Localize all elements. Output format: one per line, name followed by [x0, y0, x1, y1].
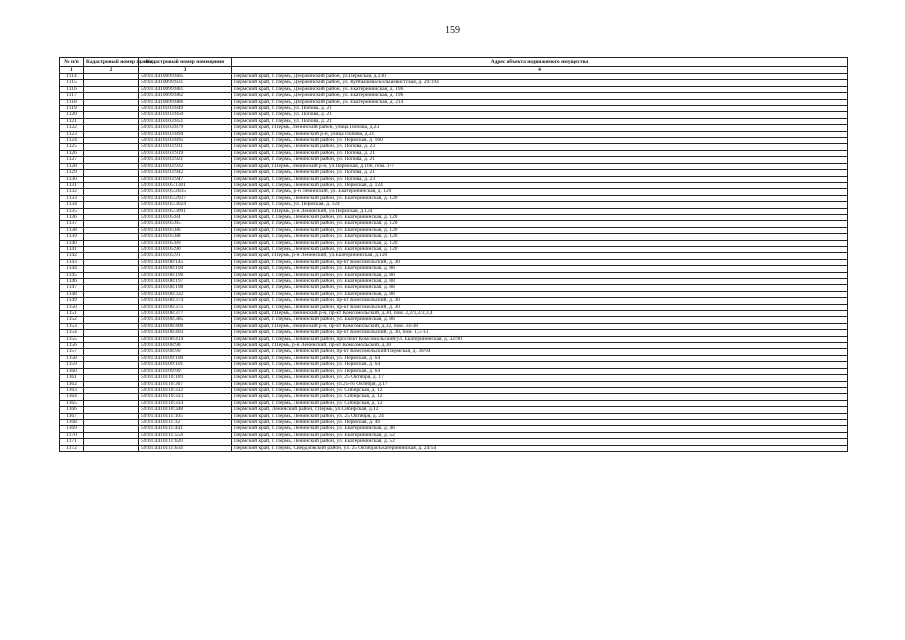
room-cadastral-cell: 59:01:4410108:198: [139, 285, 232, 291]
row-number: 1168: [60, 419, 84, 425]
address-cell: Пермский край, г. Пермь, Свердловский район, ул. 25 Октября/Екатерининская, д. 24/54: [232, 445, 848, 451]
room-cadastral-cell: 59:01:4410105:90: [139, 246, 232, 252]
address-cell: Пермский край, г. Пермь, Дзержинский район, ул. Екатерининская, д. 196: [232, 86, 848, 92]
room-cadastral-cell: 59:01:4410105:85: [139, 221, 232, 227]
room-cadastral-cell: 59:01:4410105:3024: [139, 202, 232, 208]
row-number: 1120: [60, 112, 84, 118]
row-number: 1164: [60, 394, 84, 400]
header-address: Адрес объекта недвижимого имущества: [232, 58, 848, 67]
room-cadastral-cell: 59:01:4410111:554: [139, 432, 232, 438]
row-number: 1115: [60, 80, 84, 86]
room-cadastral-cell: 59:01:4410105:3091: [139, 208, 232, 214]
room-cadastral-cell: 59:01:4410108:332: [139, 291, 232, 297]
room-cadastral-cell: 59:01:4410111:441: [139, 426, 232, 432]
room-cadastral-cell: 59:01:4410110:334: [139, 400, 232, 406]
row-number: 1148: [60, 291, 84, 297]
address-cell: Пермский край, г. Пермь, ул. Попова, д. 21: [232, 112, 848, 118]
address-cell: Пермский край, г. Пермь, Ленинский район, ул. Екатерининская, д. 88: [232, 272, 848, 278]
row-number: 1133: [60, 195, 84, 201]
room-cadastral-cell: 59:01:4410105:86: [139, 227, 232, 233]
room-cadastral-cell: 59:01:4410108:98: [139, 343, 232, 349]
address-cell: Пермский край, г. Пермь, Ленинский район, ул. Екатерининская, д. 120: [232, 221, 848, 227]
room-cadastral-cell: 59:01:4410111:105: [139, 413, 232, 419]
row-number: 1136: [60, 214, 84, 220]
room-cadastral-cell: 59:01:4410105:2937: [139, 195, 232, 201]
row-number: 1123: [60, 131, 84, 137]
address-cell: Пермский край, г. Пермь, Ленинский район, пр-кт Комсомольский, д. 30: [232, 259, 848, 265]
room-cadastral-cell: 59:01:4410108:374: [139, 298, 232, 304]
room-cadastral-cell: 59:01:4410110:307: [139, 381, 232, 387]
address-cell: Пермский край, г. Пермь, Дзержинский район, ул. Куйбышева/Большевистская, д. 29/194: [232, 80, 848, 86]
room-cadastral-cell: 59:01:4410110:169: [139, 375, 232, 381]
address-cell: Пермский край, г. Пермь, Дзержинский район, ул.Пермская, д.230: [232, 74, 848, 80]
address-cell: Пермский край, г. Пермь, Ленинский район, ул. Пермская, д. 124: [232, 182, 848, 188]
address-cell: Пермский край, г. Пермь, Ленинский район, проспект Комсомольский/ул. Екатерининская, д. 32/90: [232, 336, 848, 342]
address-cell: Пермский край, г. Пермь, Ленинский район, ул. Попова, д. 21: [232, 170, 848, 176]
row-number: 1169: [60, 426, 84, 432]
row-number: 1170: [60, 432, 84, 438]
row-number: 1126: [60, 150, 84, 156]
row-number: 1152: [60, 317, 84, 323]
address-cell: Пермский край, г. Пермь, Ленинский район, ул. Попова, д. 23: [232, 144, 848, 150]
row-number: 1141: [60, 246, 84, 252]
room-cadastral-cell: 59:01:4410109:100: [139, 355, 232, 361]
page-number: 159: [445, 25, 460, 36]
row-number: 1137: [60, 221, 84, 227]
col-index-3: 3: [139, 67, 232, 74]
row-number: 1146: [60, 279, 84, 285]
room-cadastral-cell: 59:01:4410099:882: [139, 93, 232, 99]
row-number: 1157: [60, 349, 84, 355]
row-number: 1142: [60, 253, 84, 259]
address-cell: Пермский край, г. Пермь, Ленинский район, ул. Екатерининская, д. 88: [232, 291, 848, 297]
address-cell: Пермский край, г. Пермь, Ленинский район, ул. Пермская, д. 160: [232, 138, 848, 144]
row-number: 1118: [60, 99, 84, 105]
room-cadastral-cell: 59:01:4410099:805: [139, 74, 232, 80]
address-cell: Пермский край, г. Пермь, Ленинский район, ул. Екатерининская, д. 88: [232, 285, 848, 291]
address-cell: Пермский край, г. Пермь, ул. Пермская, д. 124: [232, 202, 848, 208]
address-cell: Пермский край, г. Пермь, ул. Попова, д. 21: [232, 106, 848, 112]
room-cadastral-cell: 59:01:4410111:32: [139, 419, 232, 425]
row-number: 1150: [60, 304, 84, 310]
table-body: [60, 74, 848, 452]
row-number: 1140: [60, 240, 84, 246]
row-number: 1143: [60, 259, 84, 265]
room-cadastral-cell: 59:01:4410103:895: [139, 138, 232, 144]
room-cadastral-cell: 59:01:4410108:194: [139, 266, 232, 272]
address-cell: Пермский край, г. Пермь, Ленинский район, ул. Попова, д. 21: [232, 157, 848, 163]
row-number: 1159: [60, 362, 84, 368]
row-number: 1166: [60, 407, 84, 413]
address-cell: Пермский край, Ленинский район, г.Пермь, ул.Сибирская, д.12: [232, 407, 848, 413]
address-cell: Пермский край, г. Пермь, Ленинский район, ул. Екатерининская, д. 120: [232, 227, 848, 233]
header-room-cadastral: Кадастровый номер помещения: [139, 58, 232, 67]
address-cell: Пермский край, г.Пермь, р-н Ленинский, ул.Пермская, д.124: [232, 208, 848, 214]
address-cell: Пермский край, г. Пермь, Ленинский район, ул. Екатерининская, д. 88: [232, 279, 848, 285]
row-number: 1124: [60, 138, 84, 144]
address-cell: Пермский край, г. Пермь, ул. Попова, д. 21: [232, 118, 848, 124]
row-number: 1145: [60, 272, 84, 278]
address-cell: Пермский край, г. Пермь, Ленинский район, ул. Сибирская, д. 12: [232, 394, 848, 400]
address-cell: Пермский край, г. Пермь, Ленинский район, ул. Пермская, д. 46: [232, 419, 848, 425]
header-building-cadastral: Кадастровый номер здания: [84, 58, 139, 67]
address-cell: Пермский край, г. Пермь, Ленинский район, ул. Екатерининская, д. 120: [232, 214, 848, 220]
row-number: 1151: [60, 311, 84, 317]
address-cell: Пермский край, г. Пермь, Ленинский район, ул. Екатерининская, д. 120: [232, 195, 848, 201]
address-cell: Пермский край, г. Пермь, Ленинский район, ул. 25 Октября, д. 24: [232, 413, 848, 419]
address-cell: Пермский край, г. Пермь, Ленинский район, ул. Екатерининская, д. 52: [232, 439, 848, 445]
row-number: 1134: [60, 202, 84, 208]
room-cadastral-cell: 59:01:4410108:145: [139, 259, 232, 265]
address-cell: Пермский край, г. Пермь, Ленинский район, ул. Екатерининская, д. 52: [232, 432, 848, 438]
address-cell: Пермский край, г.Пермь, р-н Ленинский, пр-кт Комсомольский, д.30: [232, 343, 848, 349]
row-number: 1156: [60, 343, 84, 349]
row-number: 1162: [60, 381, 84, 387]
address-cell: Пермский край, г. Пермь, Ленинский район, ул.25-го Октября, д.17: [232, 381, 848, 387]
row-number: 1139: [60, 234, 84, 240]
row-number: 1116: [60, 86, 84, 92]
row-number: 1161: [60, 375, 84, 381]
address-cell: Пермский край, г. Пермь, Ленинский район, ул. Екатерининская, д. 120: [232, 234, 848, 240]
room-cadastral-cell: 59:01:4410110:333: [139, 394, 232, 400]
room-cadastral-cell: 59:01:4410099:881: [139, 86, 232, 92]
row-number: 1117: [60, 93, 84, 99]
row-number: 1144: [60, 266, 84, 272]
row-number: 1158: [60, 355, 84, 361]
row-number: 1122: [60, 125, 84, 131]
room-cadastral-cell: 59:01:4410103:849: [139, 106, 232, 112]
room-cadastral-cell: 59:01:4410103:894: [139, 131, 232, 137]
row-number: 1138: [60, 227, 84, 233]
address-cell: Пермский край, г. Пермь, Ленинский район, пр-кт Комсомольский, д. 30: [232, 304, 848, 310]
row-number: 1160: [60, 368, 84, 374]
property-register-table: [59, 57, 848, 452]
address-cell: Пермский край, г.Пермь, Ленинский район, улица Попова, д.23: [232, 125, 848, 131]
room-cadastral-cell: 59:01:4410110:348: [139, 407, 232, 413]
room-cadastral-cell: 59:01:4410108:414: [139, 336, 232, 342]
row-number: 1119: [60, 106, 84, 112]
address-cell: Пермский край, г.Пермь, р-н Ленинский, ул.Екатерининская, д.120: [232, 253, 848, 259]
address-cell: Пермский край, г. Пермь, Ленинский район, ул. Екатерининская, д. 120: [232, 240, 848, 246]
row-number: 1171: [60, 439, 84, 445]
room-cadastral-cell: 59:01:4410103:942: [139, 170, 232, 176]
row-number: 1125: [60, 144, 84, 150]
room-cadastral-cell: 59:01:4410105:2035: [139, 189, 232, 195]
address-cell: Пермский край, г.Пермь, Ленинский р-н, ул.Пермская, д.160, пом. 1-7: [232, 163, 848, 169]
row-number: 1165: [60, 400, 84, 406]
room-cadastral-cell: 59:01:4410103:932: [139, 163, 232, 169]
address-cell: Пермский край, г. Пермь, Ленинский район, ул. Екатерининская, д. 48: [232, 426, 848, 432]
address-cell: Пермский край, г. Пермь, Ленинский район, ул. Пермская, д. 64: [232, 362, 848, 368]
row-number: 1127: [60, 157, 84, 163]
address-cell: Пермский край, г. Пермь, Дзержинский район, ул. Екатерининская, д. 214: [232, 99, 848, 105]
col-index-4: 4: [232, 67, 848, 74]
room-cadastral-cell: 59:01:4410099:886: [139, 99, 232, 105]
address-cell: Пермский край, г. Пермь, Ленинский район, ул. Екатерининская, д. 120: [232, 246, 848, 252]
row-number: 1129: [60, 170, 84, 176]
room-cadastral-cell: 59:01:4410110:332: [139, 387, 232, 393]
address-cell: Пермский край, г. Пермь, Ленинский район, пр-кт Комсомольский, д. 30: [232, 298, 848, 304]
col-index-1: 1: [60, 67, 84, 74]
header-num: № п/п: [60, 58, 84, 67]
room-cadastral-cell: 59:01:4410109:101: [139, 362, 232, 368]
room-cadastral-cell: 59:01:4410108:99: [139, 349, 232, 355]
row-number: 1163: [60, 387, 84, 393]
room-cadastral-cell: 59:01:4410103:850: [139, 112, 232, 118]
address-cell: Пермский край, г.Пермь, Ленинский р-н, пр-кт Комсомольский, д.30, пом. 2,2/1,2/2,3,4: [232, 311, 848, 317]
address-cell: Пермский край, г.Пермь, Ленинский р-н, пр-кт Комсомольский, д.32, пом. 34-38: [232, 323, 848, 329]
room-cadastral-cell: 59:01:4410103:911: [139, 144, 232, 150]
room-cadastral-cell: 59:01:4410103:879: [139, 125, 232, 131]
room-cadastral-cell: 59:01:4410105:88: [139, 234, 232, 240]
row-number: 1153: [60, 323, 84, 329]
room-cadastral-cell: 59:01:4410108:385: [139, 317, 232, 323]
room-cadastral-cell: 59:01:4410108:197: [139, 279, 232, 285]
address-cell: Пермский край, г. Пермь, Ленинский район, ул. Сибирская, д. 12: [232, 400, 848, 406]
room-cadastral-cell: 59:01:4410108:375: [139, 304, 232, 310]
address-cell: Пермский край, г. Пермь, Ленинский район, ул. Сибирская, д. 12: [232, 387, 848, 393]
room-cadastral-cell: 59:01:4410108:377: [139, 311, 232, 317]
col-index-2: 2: [84, 67, 139, 74]
room-cadastral-cell: 59:01:4410105:1301: [139, 182, 232, 188]
room-cadastral-cell: 59:01:4410108:403: [139, 330, 232, 336]
row-number: 1147: [60, 285, 84, 291]
address-cell: Пермский край, г. Пермь, Ленинский район, ул. 25 Октября, д. 17: [232, 375, 848, 381]
table-row: [60, 445, 848, 451]
address-cell: Пермский край, г. Пермь, Ленинский район, пр-кт Комсомольский/Пермская, д. 30/94: [232, 349, 848, 355]
address-cell: Пермский край, г. Пермь, Ленинский район, ул. Пермская, д. 64: [232, 355, 848, 361]
room-cadastral-cell: 59:01:4410103:851: [139, 118, 232, 124]
address-cell: Пермский край, г. Пермь, Ленинский район, пр-кт Комсомольский, д. 30, пом. 1,5-13: [232, 330, 848, 336]
room-cadastral-cell: 59:01:4410111:620: [139, 439, 232, 445]
room-cadastral-cell: 59:01:4410105:91: [139, 253, 232, 259]
row-number: 1172: [60, 445, 84, 451]
row-number: 1155: [60, 336, 84, 342]
address-cell: Пермский край, г. Пермь, р-н Ленинский, ул. Екатерининская, д. 120: [232, 189, 848, 195]
room-cadastral-cell: 59:01:4410103:919: [139, 150, 232, 156]
row-number: 1132: [60, 189, 84, 195]
address-cell: Пермский край, г. Пермь, Ленинский район, ул. Пермская, д. 64: [232, 368, 848, 374]
row-number: 1114: [60, 74, 84, 80]
room-cadastral-cell: 59:01:4410103:947: [139, 176, 232, 182]
room-cadastral-cell: 59:01:4410109:99: [139, 368, 232, 374]
room-cadastral-cell: 59:01:4410108:400: [139, 323, 232, 329]
building-cadastral-cell: [84, 445, 139, 451]
room-cadastral-cell: 59:01:4410105:84: [139, 214, 232, 220]
room-cadastral-cell: 59:01:4410111:634: [139, 445, 232, 451]
address-cell: Пермский край, г. Пермь, Ленинский район, ул. Екатерининская, д. 88: [232, 317, 848, 323]
address-cell: Пермский край, г. Пермь, Ленинский район, ул. Екатерининская, д. 88: [232, 266, 848, 272]
row-number: 1154: [60, 330, 84, 336]
row-number: 1135: [60, 208, 84, 214]
room-cadastral-cell: 59:01:4410099:831: [139, 80, 232, 86]
row-number: 1149: [60, 298, 84, 304]
address-cell: Пермский край, г. Пермь, Ленинский район, ул. Попова, д. 21: [232, 150, 848, 156]
row-number: 1131: [60, 182, 84, 188]
row-number: 1167: [60, 413, 84, 419]
room-cadastral-cell: 59:01:4410103:921: [139, 157, 232, 163]
room-cadastral-cell: 59:01:4410108:196: [139, 272, 232, 278]
room-cadastral-cell: 59:01:4410105:89: [139, 240, 232, 246]
address-cell: Пермский край, г. Пермь, Дзержинский район, ул. Екатерининская, д. 196: [232, 93, 848, 99]
address-cell: Пермский край, г. Пермь, Ленинский район, ул. Попова, д. 23: [232, 176, 848, 182]
row-number: 1130: [60, 176, 84, 182]
address-cell: Пермский край, г. Пермь, Ленинский р-н, улица Попова, д.21: [232, 131, 848, 137]
table-header-row: [60, 58, 848, 67]
row-number: 1128: [60, 163, 84, 169]
row-number: 1121: [60, 118, 84, 124]
